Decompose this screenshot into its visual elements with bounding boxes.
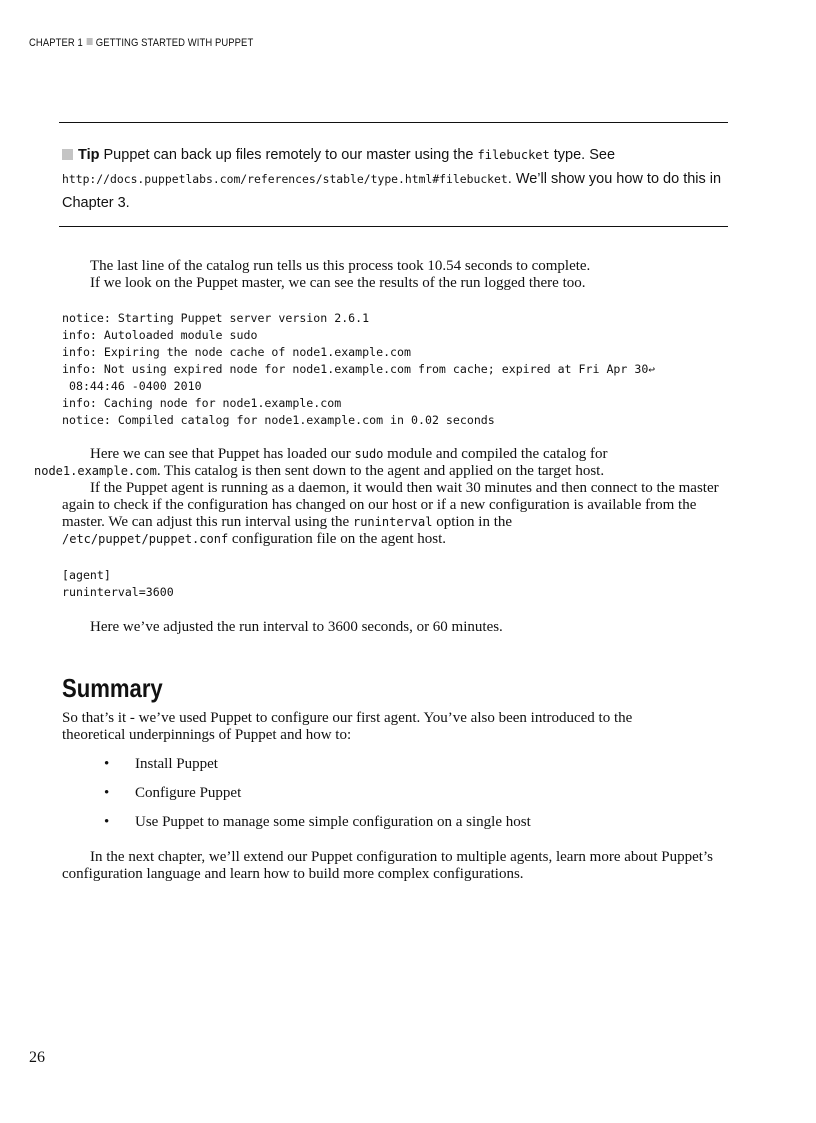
- tip-top-rule: [59, 122, 728, 123]
- code-line: runinterval=3600: [62, 585, 174, 599]
- summary-bullet-list: [0, 754, 816, 841]
- tip-text: type. See: [549, 147, 616, 163]
- tip-text: . We’ll show you how to do this in: [507, 171, 722, 187]
- tip-box: [62, 143, 722, 215]
- paragraph-line: If we look on the Puppet master, we can see the results of the run logged there too.: [90, 275, 586, 291]
- bullet-icon: •: [104, 756, 110, 772]
- code-line: info: Caching node for node1.example.com: [62, 396, 342, 410]
- paragraph-text: configuration file on the agent host.: [228, 531, 447, 547]
- paragraph-line: Here we’ve adjusted the run interval to 3600 seconds, or 60 minutes.: [90, 619, 503, 635]
- code-line: 08:44:46 -0400 2010: [62, 379, 202, 393]
- inline-code-runinterval: runinterval: [352, 515, 433, 529]
- code-line: notice: Compiled catalog for node1.example.com in 0.02 seconds: [62, 413, 495, 427]
- code-line: [agent]: [62, 568, 111, 582]
- master-log-code-block: [62, 310, 742, 429]
- paragraph-agent-explanation: [34, 446, 722, 548]
- paragraph-text: module and compiled the catalog for: [383, 446, 608, 462]
- running-head-chapter: CHAPTER 1: [29, 37, 83, 49]
- page-number: 26: [29, 1049, 45, 1066]
- paragraph-line: The last line of the catalog run tells us this process took 10.54 seconds to complete.: [90, 258, 591, 274]
- tip-square-icon: [62, 149, 73, 160]
- code-line: notice: Starting Puppet server version 2.6.1: [62, 311, 370, 325]
- paragraph-text: option in the: [432, 514, 513, 530]
- paragraph-text: In the next chapter, we’ll extend our Puppet configuration to multiple agents, learn more about Puppet’s configuration language and learn how to build more complex configurations.: [62, 849, 713, 882]
- paragraph-next-chapter: [62, 849, 722, 883]
- tip-bottom-rule: [59, 226, 728, 227]
- paragraph-run-interval-adjusted: [62, 619, 722, 636]
- running-head-separator-icon: [86, 38, 92, 45]
- agent-config-code-block: [62, 567, 742, 601]
- list-item: [0, 754, 816, 783]
- list-item-text: Use Puppet to manage some simple configuration on a single host: [135, 814, 531, 830]
- list-item-text: Install Puppet: [135, 756, 218, 772]
- paragraph-catalog-run: [62, 258, 722, 292]
- code-line: info: Expiring the node cache of node1.example.com: [62, 345, 412, 359]
- inline-code-node: node1.example.com: [34, 464, 157, 478]
- running-head: [29, 37, 253, 49]
- paragraph-text: If the Puppet agent is running as a daemon, it would then wait 30 minutes and then connect to the master again to check if the configuration has changed on our host or if a new configuration is available from the master. We can adjust this run interval using the: [62, 480, 719, 530]
- list-item-text: Configure Puppet: [135, 785, 242, 801]
- paragraph-text: . This catalog is then sent down to the agent and applied on the target host.: [156, 463, 605, 479]
- bullet-icon: •: [104, 814, 110, 830]
- list-item: [0, 812, 816, 841]
- tip-label: Tip: [78, 147, 100, 163]
- tip-text: Puppet can back up files remotely to our master using the: [99, 147, 478, 163]
- line-wrap-arrow-icon: ↩: [648, 363, 655, 376]
- paragraph-line: theoretical underpinnings of Puppet and how to:: [62, 727, 352, 743]
- tip-code-filebucket: filebucket: [477, 148, 550, 162]
- paragraph-sudo-module: [34, 446, 722, 480]
- inline-code-config-path: /etc/puppet/puppet.conf: [62, 532, 229, 546]
- summary-intro: [62, 710, 722, 744]
- tip-url: http://docs.puppetlabs.com/references/stable/type.html#filebucket: [62, 172, 508, 186]
- paragraph-line: So that’s it - we’ve used Puppet to configure our first agent. You’ve also been introduced to the: [62, 710, 633, 726]
- tip-text: Chapter 3.: [62, 195, 130, 211]
- list-item: [0, 783, 816, 812]
- inline-code-sudo: sudo: [354, 447, 384, 461]
- paragraph-text: Here we can see that Puppet has loaded our: [90, 446, 355, 462]
- bullet-icon: •: [104, 785, 110, 801]
- code-line: info: Autoloaded module sudo: [62, 328, 258, 342]
- code-line: info: Not using expired node for node1.example.com from cache; expired at Fri Apr 30: [62, 362, 649, 376]
- running-head-title: GETTING STARTED WITH PUPPET: [95, 37, 254, 49]
- paragraph-runinterval: [62, 480, 722, 548]
- section-heading-summary: Summary: [62, 673, 163, 703]
